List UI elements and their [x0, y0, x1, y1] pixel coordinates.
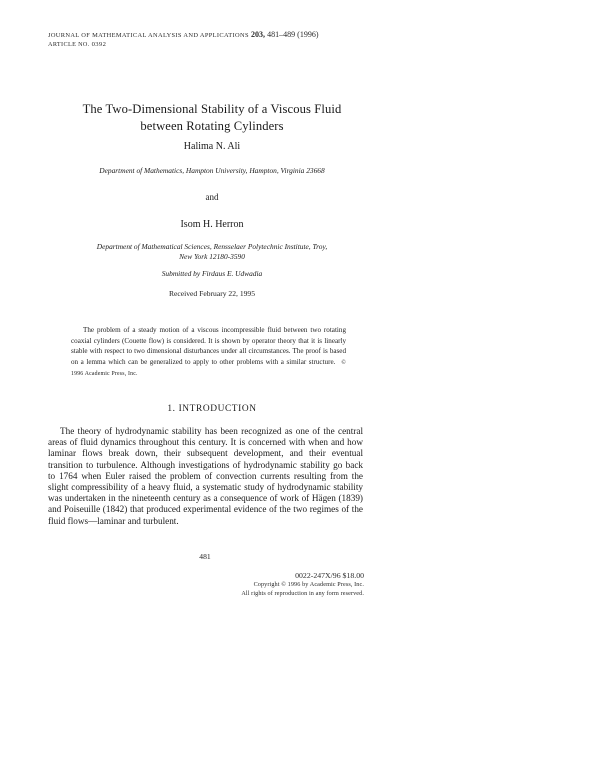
affiliation-1: Department of Mathematics, Hampton University, Hampton, Virginia 23668 — [99, 166, 325, 175]
introduction-paragraph — [48, 426, 363, 527]
affiliation-2 — [0, 242, 424, 263]
abstract-text: The problem of a steady motion of a viscous incompressible fluid between two rotating coaxial cylinders (Couette flow) is considered. It is shown by operator theory that it is linearly stable with respect to two dimensional disturbances under all circumstances. The proof is based on a lemma which can be generalized to apply to other problems with a similar structure. — [71, 326, 346, 366]
abstract-copyright: © 1996 Academic Press, Inc. — [71, 359, 346, 378]
introduction-text: The theory of hydrodynamic stability has been recognized as one of the central areas of fluid dynamics throughout this century. It is concerned with when and how laminar flows break down, their subsequent development, and their eventual transition to turbulence. Although investigations of hydrodynamic stability go back to 1764 when Euler raised the problem of convection currents resulting from the slight compressibility of a heavy fluid, a systematic study of hydrodynamic stability was undertaken in the nineteenth century as a consequence of work of Hägen (1839) and Poiseuille (1842) that produced experimental evidence of the two regimes of the fluid flows—laminar and turbulent. — [48, 426, 363, 526]
affiliation-2-line-2: New York 12180-3590 — [179, 252, 245, 262]
journal-citation — [48, 30, 318, 39]
author-2: Isom H. Herron — [180, 219, 244, 230]
paper-title — [0, 101, 424, 135]
article-id — [48, 41, 106, 48]
affiliation-2-line-1: Department of Mathematical Sciences, Rensselaer Polytechnic Institute, Troy, — [96, 242, 328, 251]
footer — [241, 570, 364, 598]
author-1: Halima N. Ali — [183, 141, 241, 152]
journal-name: JOURNAL OF MATHEMATICAL ANALYSIS AND APPLICATIONS — [48, 32, 249, 39]
journal-volume: 203, — [251, 30, 265, 39]
article-number: 0392 — [91, 41, 107, 48]
author-separator: and — [205, 192, 219, 202]
abstract — [71, 325, 346, 380]
page-number: 481 — [199, 552, 211, 561]
footer-copyright: Copyright © 1996 by Academic Press, Inc. — [253, 581, 364, 588]
received-date: Received February 22, 1995 — [168, 289, 256, 298]
submitted-by: Submitted by Firdaus E. Udwadia — [161, 269, 263, 278]
footer-price: 0022-247X/96 $18.00 — [295, 571, 364, 580]
paper-title-line-1: The Two-Dimensional Stability of a Viscous Fluid — [82, 102, 342, 116]
footer-rights: All rights of reproduction in any form reserved. — [241, 589, 364, 597]
section-heading: 1. INTRODUCTION — [167, 404, 257, 414]
article-label: ARTICLE NO. — [48, 41, 90, 48]
paper-title-line-2: between Rotating Cylinders — [140, 119, 284, 133]
journal-pages: 481–489 (1996) — [267, 30, 319, 39]
